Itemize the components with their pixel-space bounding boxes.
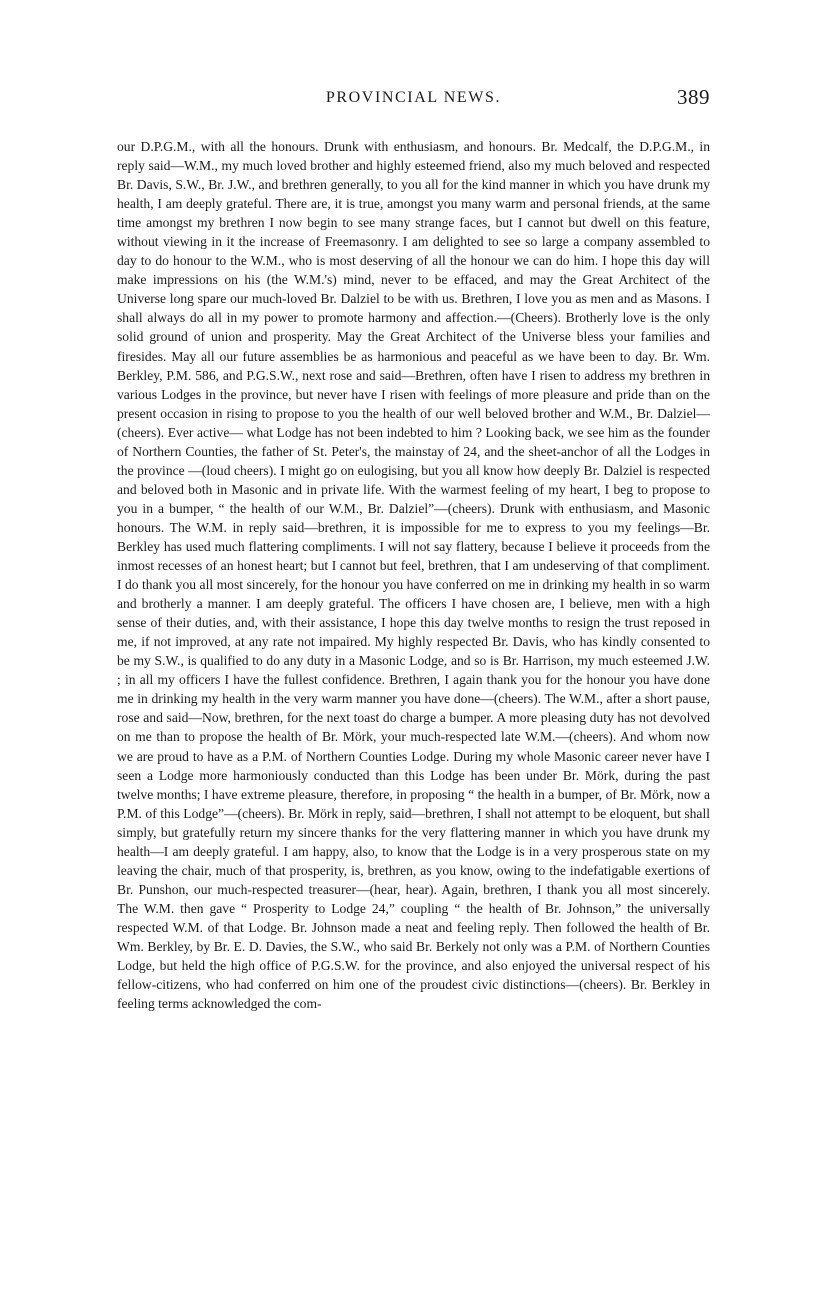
article-body	[117, 137, 710, 1013]
page-number: 389	[677, 85, 710, 109]
running-title: PROVINCIAL NEWS.	[325, 89, 502, 106]
running-head	[117, 85, 710, 115]
body-paragraph: our D.P.G.M., with all the honours. Drunk with enthusiasm, and honours. Br. Medcalf, the D.P.G.M., in reply said—W.M., my much loved brother and highly esteemed friend, also my much beloved and respected Br. Davis, S.W., Br. J.W., and brethren generally, to you all for the kind manner in which you have drunk my health, I am deeply grateful. There are, it is true, amongst you many warm and personal friends, at the same time amongst my brethren I now begin to see many strange faces, but I cannot but dwell on this feature, without viewing in it the increase of Freemasonry. I am delighted to see so large a company assembled to day to do honour to the W.M., who is most deserving of all the honour we can do him. I hope this day will make impressions on his (the W.M.'s) mind, never to be effaced, and may the Great Architect of the Universe long spare our much-loved Br. Dalziel to be with us. Brethren, I love you as men and as Masons. I shall always do all in my power to promote harmony and affection.—(Cheers). Brotherly love is the only solid ground of union and prosperity. May the Great Architect of the Universe bless your families and firesides. May all our future assemblies be as harmonious and peaceful as we have been to day. Br. Wm. Berkley, P.M. 586, and P.G.S.W., next rose and said—Brethren, often have I risen to address my brethren in various Lodges in the province, but never have I risen with feelings of more pleasure and pride than on the present occasion in rising to propose to you the health of our well beloved brother and W.M., Br. Dalziel—(cheers). Ever active— what Lodge has not been indebted to him ? Looking back, we see him as the founder of Northern Counties, the father of St. Peter's, the mainstay of 24, and the sheet-anchor of all the Lodges in the province —(loud cheers). I might go on eulogising, but you all know how deeply Br. Dalziel is respected and beloved both in Masonic and in private life. With the warmest feeling of my heart, I beg to propose to you in a bumper, “ the health of our W.M., Br. Dalziel”—(cheers). Drunk with enthusiasm, and Masonic honours. The W.M. in reply said—brethren, it is impossible for me to express to you my feelings—Br. Berkley has used much flattering compliments. I will not say flattery, because I believe it proceeds from the inmost recesses of an honest heart; but I cannot but feel, brethren, that I am undeserving of that compliment. I do thank you all most sincerely, for the honour you have conferred on me in drinking my health in so warm and brotherly a manner. I am deeply grateful. The officers I have chosen are, I believe, men with a high sense of their duties, and, with their assistance, I hope this day twelve months to resign the trust reposed in me, if not improved, at any rate not impaired. My highly respected Br. Davis, who has kindly consented to be my S.W., is qualified to do any duty in a Masonic Lodge, and so is Br. Harrison, my much esteemed J.W. ; in all my officers I have the fullest confidence. Brethren, I again thank you for the honour you have done me in drinking my health in the very warm manner you have done—(cheers). The W.M., after a short pause, rose and said—Now, brethren, for the next toast do charge a bumper. A more pleasing duty has not devolved on me than to propose the health of Br. Mörk, your much-respected late W.M.—(cheers). And whom now we are proud to have as a P.M. of Northern Counties Lodge. During my whole Masonic career never have I seen a Lodge more harmoniously conducted than this Lodge has been under Br. Mörk, during the past twelve months; I have extreme pleasure, therefore, in proposing “ the health in a bumper, of Br. Mörk, now a P.M. of this Lodge”—(cheers). Br. Mörk in reply, said—brethren, I shall not attempt to be eloquent, but shall simply, but gratefully return my sincere thanks for the very flattering manner in which you have drunk my health—I am deeply grateful. I am happy, also, to know that the Lodge is in a very prosperous state on my leaving the chair, much of that prosperity, is, brethren, as you know, owing to the indefatigable exertions of Br. Punshon, our much-respected treasurer—(hear, hear). Again, brethren, I thank you all most sincerely. The W.M. then gave “ Prosperity to Lodge 24,” coupling “ the health of Br. Johnson,” the universally respected W.M. of that Lodge. Br. Johnson made a neat and feeling reply. Then followed the health of Br. Wm. Berkley, by Br. E. D. Davies, the S.W., who said Br. Berkely not only was a P.M. of Northern Counties Lodge, but held the high office of P.G.S.W. for the province, and also enjoyed the universal respect of his fellow-citizens, who had conferred on him one of the proudest civic distinctions—(cheers). Br. Berkley in feeling terms acknowledged the com-	[117, 139, 710, 1012]
